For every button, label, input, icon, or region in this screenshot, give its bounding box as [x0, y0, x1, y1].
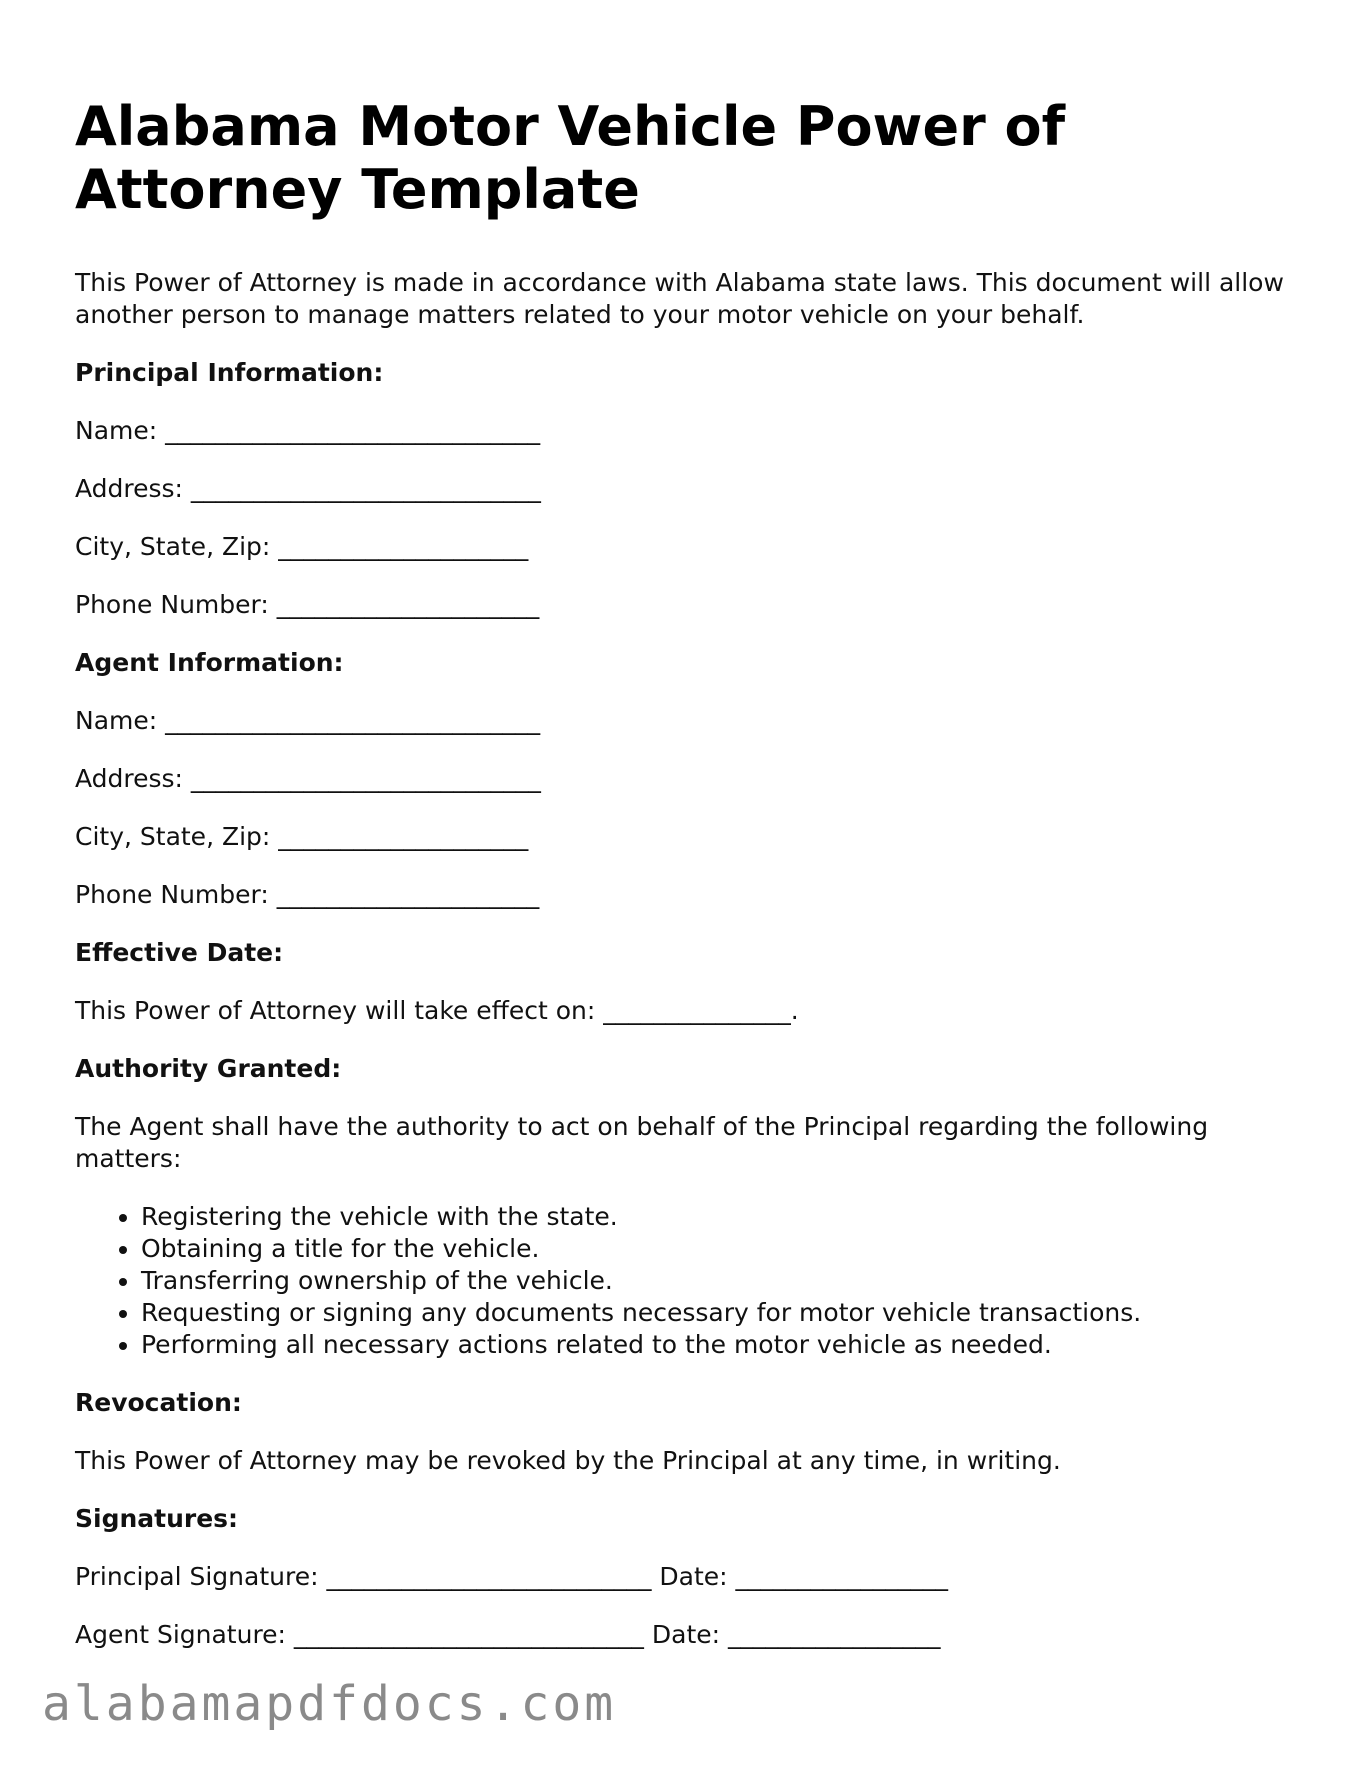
document-page: [75, 95, 1305, 1677]
principal-phone-field: Phone Number: _____________________: [75, 590, 540, 619]
document-title: Alabama Motor Vehicle Power of Attorney Template: [75, 95, 1066, 221]
authority-item: • Transferring ownership of the vehicle.: [141, 1265, 1305, 1297]
agent-city-field: City, State, Zip: ____________________: [75, 822, 529, 851]
intro-paragraph: This Power of Attorney is made in accordance with Alabama state laws. This document will allow another person to manage matters related to your motor vehicle on your behalf.: [75, 268, 1284, 329]
principal-signature-line: Principal Signature: __________________________ Date: _________________: [75, 1562, 949, 1591]
authority-item: • Requesting or signing any documents necessary for motor vehicle transactions.: [141, 1297, 1305, 1329]
watermark-text: alabamapdfdocs.com: [42, 1676, 617, 1732]
authority-text: The Agent shall have the authority to act on behalf of the Principal regarding the following matters:: [75, 1112, 1209, 1173]
authority-item: • Performing all necessary actions related to the motor vehicle as needed.: [141, 1329, 1305, 1361]
effective-date-heading: Effective Date:: [75, 938, 284, 967]
agent-heading: Agent Information:: [75, 648, 344, 677]
revocation-text: This Power of Attorney may be revoked by the Principal at any time, in writing.: [75, 1446, 1061, 1475]
agent-name-field: Name: ______________________________: [75, 706, 541, 735]
agent-signature-line: Agent Signature: ____________________________ Date: _________________: [75, 1620, 941, 1649]
principal-heading: Principal Information:: [75, 358, 384, 387]
principal-name-field: Name: ______________________________: [75, 416, 541, 445]
agent-address-field: Address: ____________________________: [75, 764, 541, 793]
revocation-heading: Revocation:: [75, 1388, 242, 1417]
authority-item: • Obtaining a title for the vehicle.: [141, 1233, 1305, 1265]
principal-address-field: Address: ____________________________: [75, 474, 541, 503]
signatures-heading: Signatures:: [75, 1504, 239, 1533]
authority-item: • Registering the vehicle with the state.: [141, 1201, 1305, 1233]
effective-date-text: This Power of Attorney will take effect on: _______________.: [75, 996, 799, 1025]
agent-phone-field: Phone Number: _____________________: [75, 880, 540, 909]
authority-heading: Authority Granted:: [75, 1054, 342, 1083]
authority-list: [75, 1201, 1305, 1361]
principal-city-field: City, State, Zip: ____________________: [75, 532, 529, 561]
